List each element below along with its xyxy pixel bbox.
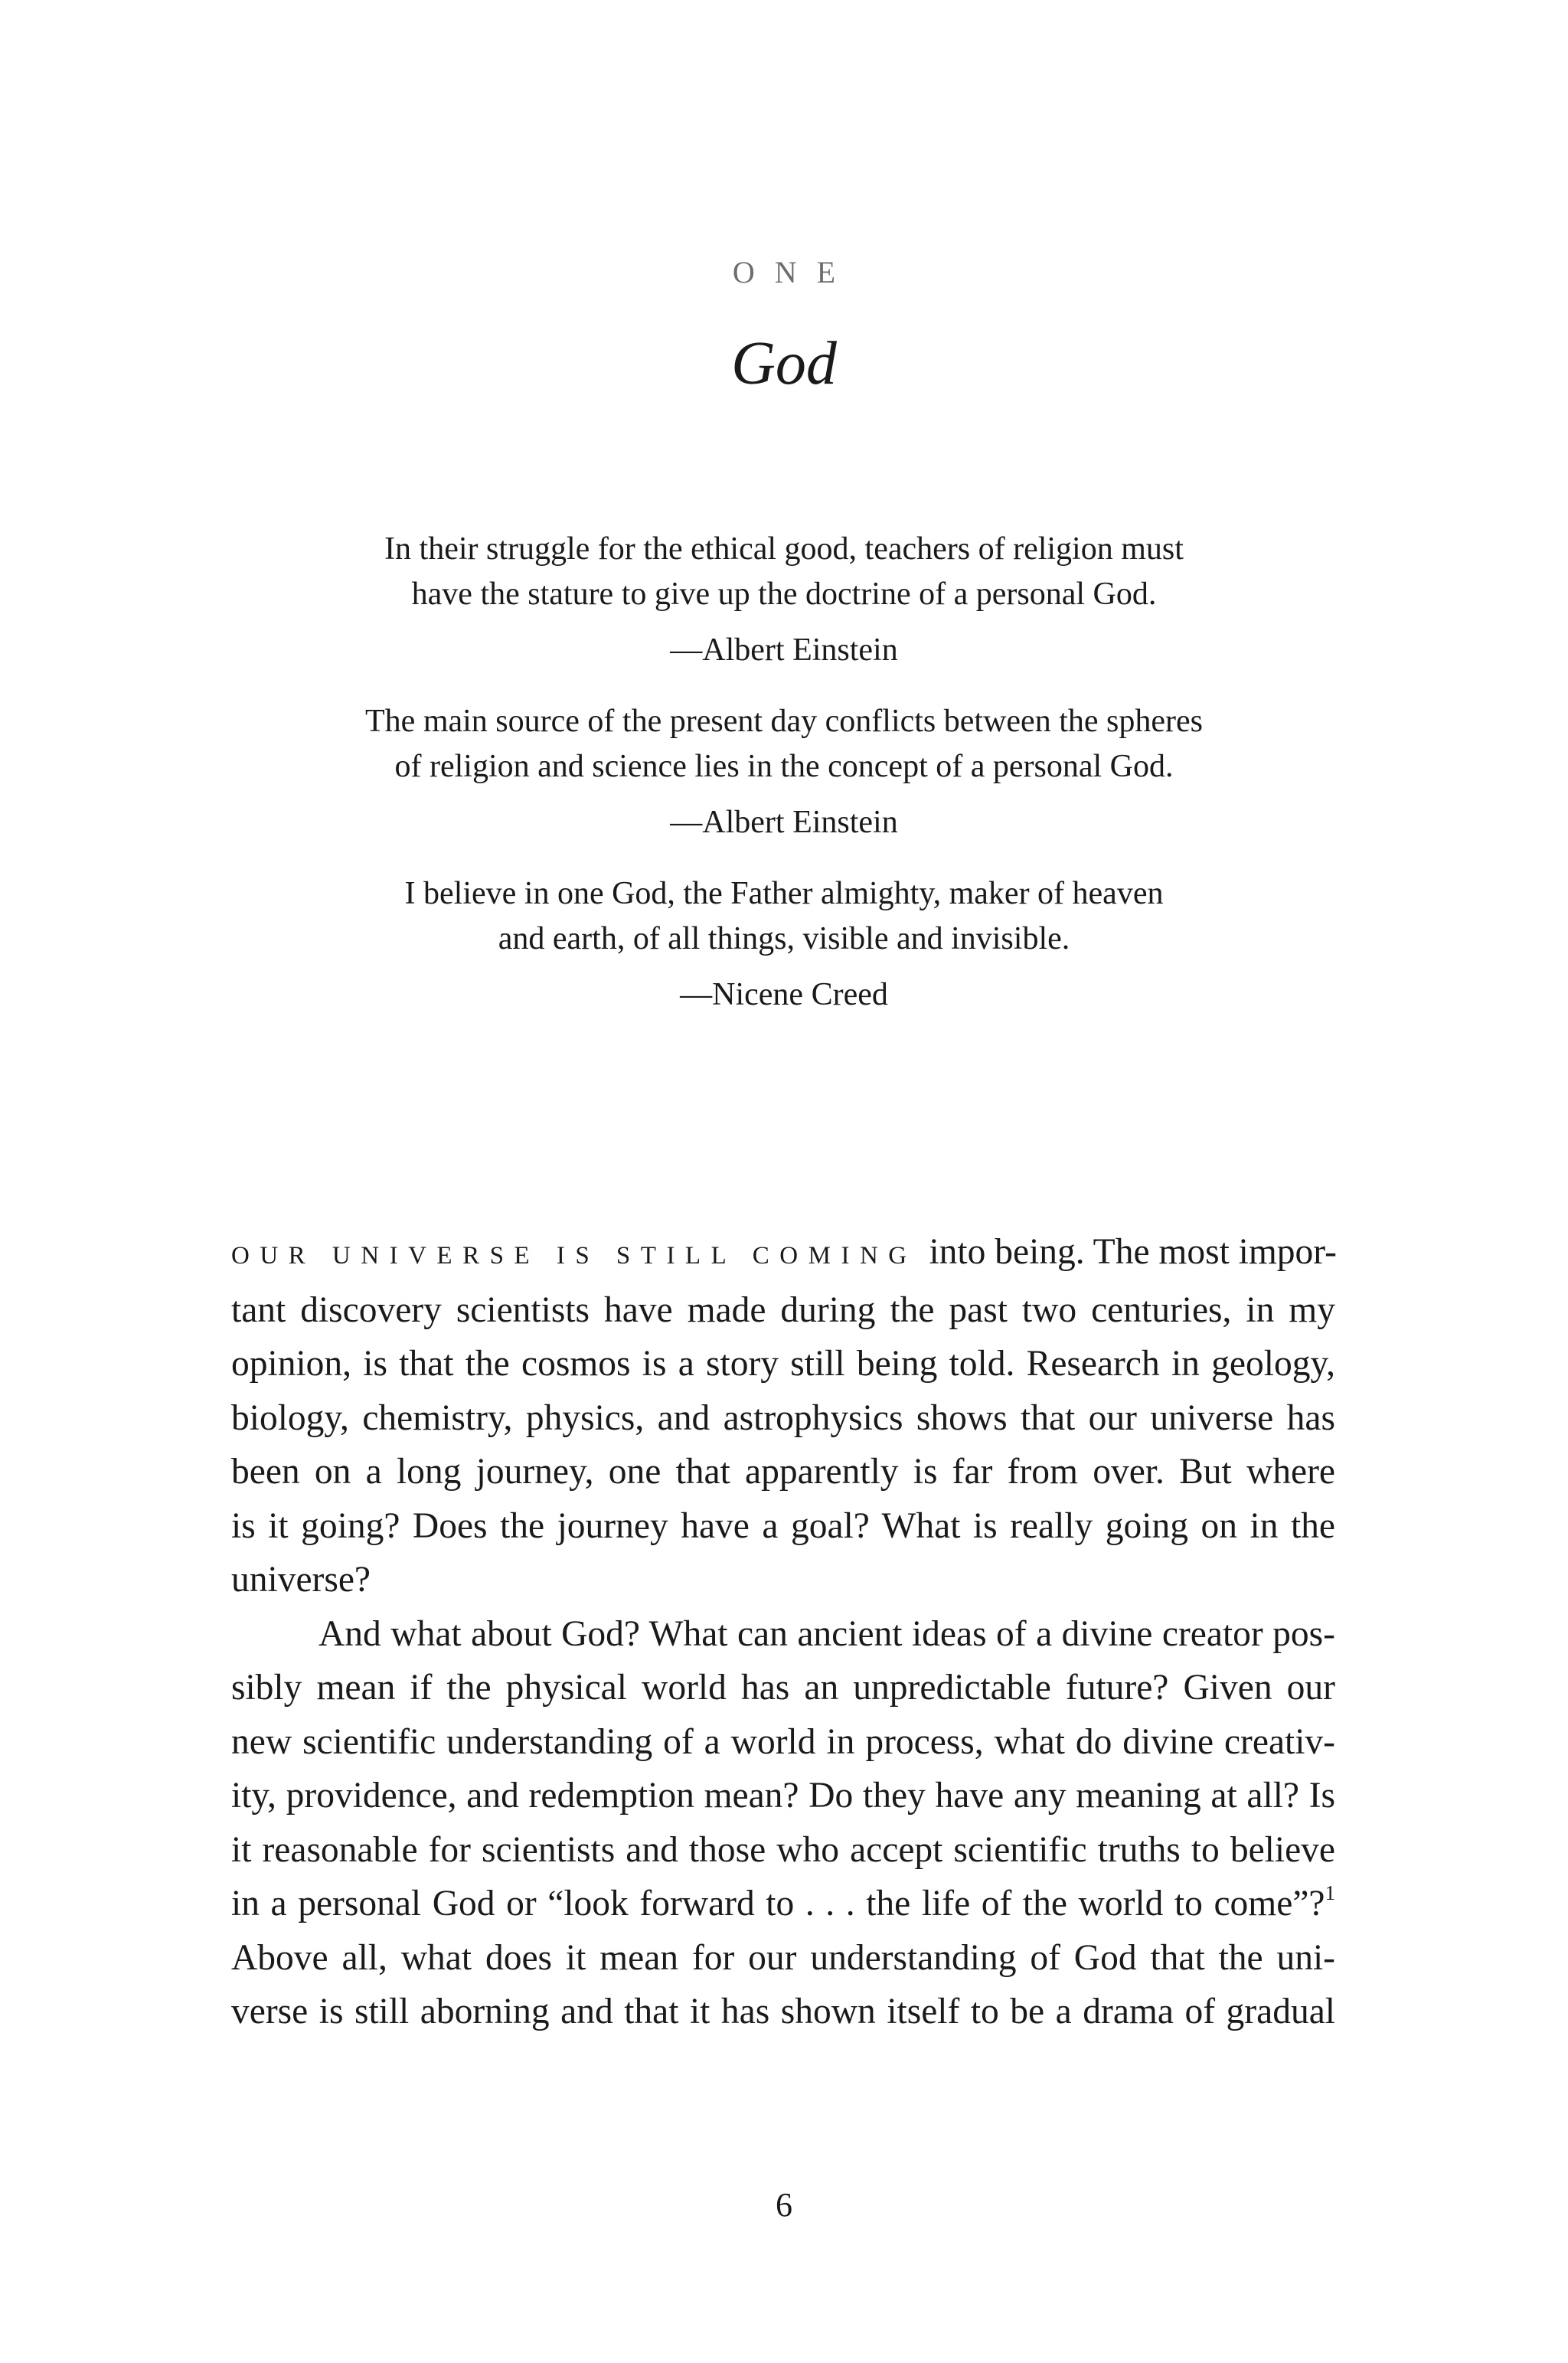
- body-line: ity, providence, and redemption mean? Do they have any meaning at all? Is: [231, 1776, 1335, 1816]
- body-line: biology, chemistry, physics, and astrophysics shows that our universe has: [231, 1397, 1335, 1438]
- body-line: opinion, is that the cosmos is a story still being told. Research in geology,: [231, 1344, 1335, 1384]
- body-line: been on a long journey, one that apparently is far from over. But where: [231, 1452, 1335, 1492]
- epigraphs: [291, 527, 1277, 1044]
- epigraph-attribution: —Albert Einstein: [670, 632, 898, 668]
- epigraph: [291, 699, 1277, 845]
- body-line: new scientific understanding of a world in process, what do divine creativ-: [231, 1721, 1335, 1762]
- body-line: universe?: [231, 1560, 371, 1600]
- body-line: it reasonable for scientists and those who accept scientific truths to believe: [231, 1829, 1335, 1870]
- epigraph-line: and earth, of all things, visible and invisible.: [498, 921, 1070, 956]
- body-line: And what about God? What can ancient ideas of a divine creator pos-: [318, 1613, 1335, 1654]
- epigraph-line: The main source of the present day conflicts between the spheres: [365, 704, 1203, 739]
- footnote-marker[interactable]: 1: [1325, 1881, 1335, 1904]
- epigraph-line: have the stature to give up the doctrine of a personal God.: [411, 577, 1157, 612]
- epigraph-attribution: —Albert Einstein: [670, 805, 898, 840]
- opening-smallcaps: OUR UNIVERSE IS STILL COMING: [231, 1242, 917, 1270]
- body-line: verse is still aborning and that it has shown itself to be a drama of gradual: [231, 1992, 1335, 2031]
- epigraph-line: In their struggle for the ethical good, teachers of religion must: [384, 531, 1184, 567]
- body-line-with-footnote: [231, 1877, 1335, 1931]
- body-line: Above all, what does it mean for our understanding of God that the uni-: [231, 1937, 1335, 1978]
- body-line-text: in a personal God or “look forward to . . . the life of the world to come”?: [231, 1884, 1325, 1923]
- opening-rest: into being. The most impor-: [920, 1232, 1337, 1272]
- epigraph-line: I believe in one God, the Father almighty, maker of heaven: [404, 876, 1164, 911]
- page-number: 6: [776, 2186, 792, 2224]
- body-line-opening: [231, 1225, 1335, 1283]
- epigraph-line: of religion and science lies in the concept of a personal God.: [394, 749, 1174, 784]
- body-line: tant discovery scientists have made during the past two centuries, in my: [231, 1289, 1335, 1330]
- body-line: sibly mean if the physical world has an unpredictable future? Given our: [231, 1668, 1335, 1708]
- chapter-number: ONE: [732, 255, 856, 289]
- body-text: [231, 1225, 1335, 2039]
- body-line: is it going? Does the journey have a goal? What is really going on in the: [231, 1505, 1335, 1546]
- epigraph: [291, 527, 1277, 673]
- chapter-title: God: [731, 330, 837, 397]
- epigraph: [291, 871, 1277, 1018]
- epigraph-attribution: —Nicene Creed: [680, 977, 888, 1012]
